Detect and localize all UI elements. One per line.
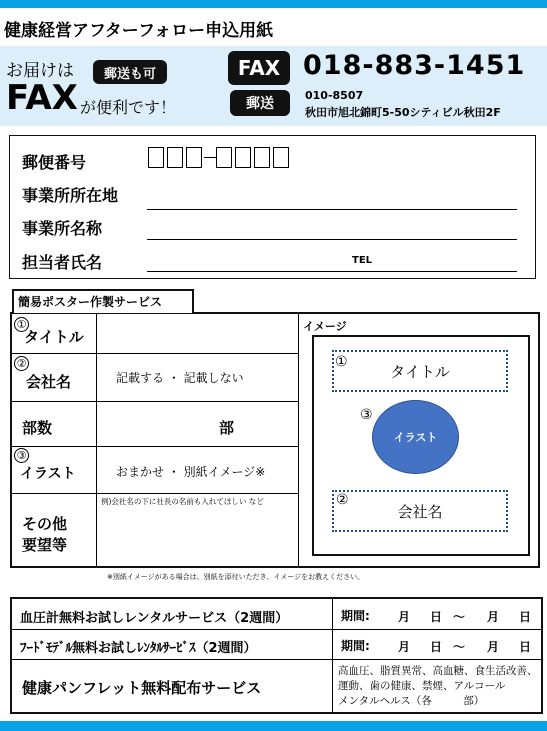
address: 秋田市旭北錦町5-50シティビル秋田2F [305, 106, 501, 119]
row-label-title: タイトル [24, 328, 84, 346]
row-label-other: その他 要望等 [22, 515, 68, 554]
preview-title: タイトル [332, 350, 508, 392]
services-row-divider [12, 659, 541, 660]
mail-badge: 郵送 [230, 90, 290, 116]
services-col-divider [332, 599, 333, 712]
postal-dash [204, 157, 216, 158]
preview-num-2: ② [336, 492, 349, 508]
row-divider [12, 446, 299, 447]
pamphlet-topics[interactable]: 高血圧、脂質異常、高血糖、食生活改善、運動、歯の健康、禁煙、アルコール メンタルヘルス（各 部） [338, 665, 538, 707]
period-label: 期間: [341, 639, 370, 653]
postal-digit-box[interactable] [148, 147, 164, 168]
image-label: イメージ [303, 320, 347, 333]
fax-number: 018-883-1451 [303, 50, 526, 81]
range-tilde: ～ [453, 610, 466, 624]
day-start[interactable]: 日 [430, 640, 443, 654]
postal-ok-badge: 郵送も可 [93, 60, 167, 84]
row-divider [12, 493, 299, 494]
service-pamphlet: 健康パンフレット無料配布サービス [22, 679, 262, 697]
row-label-illust: イラスト [20, 466, 76, 482]
day-start[interactable]: 日 [430, 610, 443, 624]
period-label: 期間: [341, 609, 370, 623]
title-input[interactable] [97, 316, 297, 351]
office-name-label: 事業所名称 [22, 219, 103, 238]
office-name-field[interactable] [147, 239, 517, 240]
row-divider [12, 401, 299, 402]
month-end[interactable]: 月 [487, 610, 500, 624]
fax-badge: FAX [228, 51, 290, 85]
num-3-icon: ③ [14, 448, 29, 463]
postal-digit-box[interactable] [273, 147, 289, 168]
poster-heading: 簡易ポスター作製サービス [18, 295, 163, 309]
top-accent-bar [0, 0, 547, 8]
fax-big-label: FAX [6, 78, 78, 118]
bottom-accent-bar [0, 721, 547, 731]
postcode: 010-8507 [305, 89, 364, 102]
postal-digit-box[interactable] [235, 147, 251, 168]
month-end[interactable]: 月 [487, 640, 500, 654]
month-start[interactable]: 月 [398, 640, 411, 654]
postal-digit-box[interactable] [167, 147, 183, 168]
fax-convenient-label: が便利です！ [80, 98, 177, 117]
illust-option[interactable]: おまかせ ・ 別紙イメージ※ [116, 465, 266, 479]
tel-label: TEL [352, 255, 373, 266]
row-divider [12, 353, 299, 354]
postal-code-label: 郵便番号 [22, 153, 87, 172]
day-end[interactable]: 日 [519, 610, 532, 624]
row-label-company: 会社名 [26, 373, 72, 391]
num-1-icon: ① [14, 317, 29, 332]
postal-digit-box[interactable] [254, 147, 270, 168]
range-tilde: ～ [453, 640, 466, 654]
services-row-divider [12, 629, 541, 630]
page-title: 健康経営アフターフォロー申込用紙 [4, 21, 274, 41]
poster-note: ※別紙イメージがある場合は、別紙を添付いただき、イメージをお教えください。 [107, 573, 365, 581]
copies-unit[interactable]: 部 [219, 419, 235, 437]
month-start[interactable]: 月 [398, 610, 411, 624]
preview-illust: イラスト [372, 400, 459, 474]
preview-num-1: ① [335, 354, 348, 370]
office-address-field[interactable] [147, 209, 517, 210]
person-field[interactable] [147, 271, 517, 272]
company-option[interactable]: 記載する ・ 記載しない [116, 371, 244, 385]
day-end[interactable]: 日 [519, 640, 532, 654]
office-address-label: 事業所所在地 [22, 186, 119, 205]
postal-digit-box[interactable] [216, 147, 232, 168]
preview-company: 会社名 [332, 490, 508, 532]
deliver-label: お届けは [6, 61, 74, 81]
postal-digit-box[interactable] [186, 147, 202, 168]
service-bp-monitor: 血圧計無料お試しレンタルサービス（2週間） [20, 611, 289, 626]
preview-num-3: ③ [360, 407, 373, 423]
row-label-copies: 部数 [22, 419, 53, 437]
service-food-model: ﾌｰﾄﾞﾓﾃﾞﾙ無料お試しﾚﾝﾀﾙｻｰﾋﾞｽ（2週間） [20, 641, 257, 656]
person-label: 担当者氏名 [22, 253, 103, 272]
col-divider [96, 314, 97, 566]
num-2-icon: ② [14, 356, 29, 371]
other-example[interactable]: 例)会社名の下に社長の名前も入れてほしい など [101, 497, 264, 506]
